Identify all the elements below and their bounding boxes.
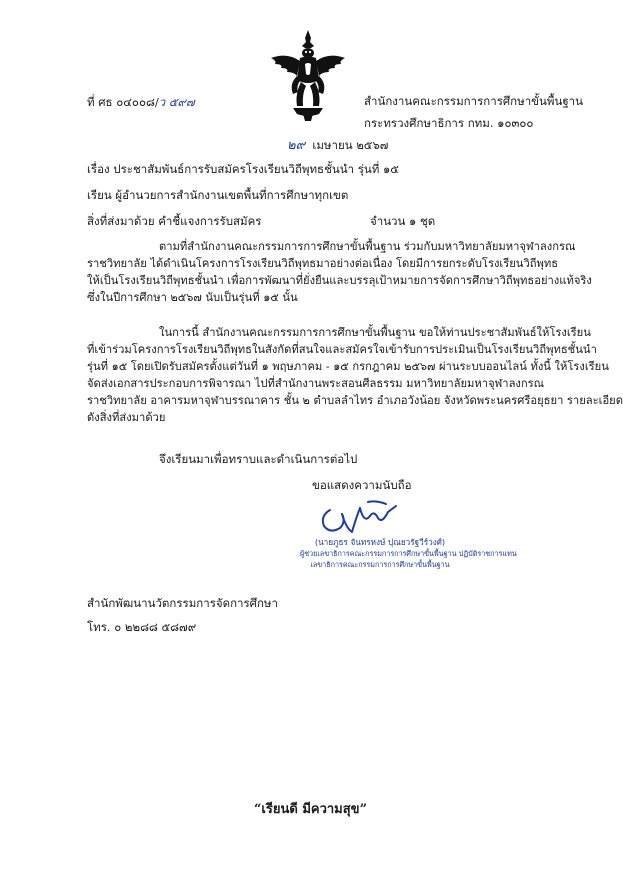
closing-paragraph: จึงเรียนมาเพื่อทราบและดำเนินการต่อไป [159, 452, 358, 466]
paragraph-line: ดังสิ่งที่ส่งมาด้วย [87, 411, 166, 424]
slogan: “เรียนดี มีความสุข” [253, 802, 368, 817]
document-number [87, 95, 195, 109]
signer-title-line-1: ผู้ช่วยเลขาธิการคณะกรรมการการศึกษาขั้นพื้นฐาน ปฏิบัติราชการแทน [300, 549, 517, 558]
date-month-year: เมษายน ๒๕๖๗ [312, 138, 389, 152]
agency-address: กระทรวงศึกษาธิการ กทม. ๑๐๓๐๐ [364, 116, 534, 130]
date-day-handwritten: ๒๙ [287, 138, 306, 153]
enclosure-label: สิ่งที่ส่งมาด้วย คำชี้แจงการรับสมัคร [87, 214, 262, 228]
office-phone: โทร. ๐ ๒๒๘๘ ๕๘๗๙ [87, 620, 197, 634]
document-number-label: ที่ ศธ ๐๔๐๐๘/ [87, 95, 159, 109]
closing-salutation: ขอแสดงความนับถือ [312, 478, 412, 492]
paragraph-line: ให้เป็นโรงเรียนวิถีพุทธชั้นนำ เพื่อการพัฒนาที่ยั่งยืนและบรรลุเป้าหมายการจัดการศึกษาวิถีพุทธอย่างแท้จริง [87, 274, 592, 287]
paragraph-line: ราชวิทยาลัย อาคารมหาจุฬาบรรณาคาร ชั้น ๒ ตำบลลำไทร อำเภอวังน้อย จังหวัดพระนครศรีอยุธยา รายละเอียด [87, 394, 623, 407]
body-paragraph-2 [87, 324, 623, 426]
garuda-emblem-icon [267, 28, 349, 122]
paragraph-line: ในการนี้ สำนักงานคณะกรรมการการศึกษาขั้นพื้นฐาน ขอให้ท่านประชาสัมพันธ์ให้โรงเรียน [159, 326, 591, 339]
document-date [287, 138, 388, 153]
body-paragraph-1 [87, 238, 592, 306]
enclosure-quantity: จำนวน ๑ ชุด [370, 214, 436, 228]
paragraph-line: รุ่นที่ ๑๕ โดยเปิดรับสมัครตั้งแต่วันที่ ๑ พฤษภาคม - ๑๕ กรกฎาคม ๒๕๖๗ ผ่านระบบออนไลน์ ทั้งนี้ ให้โรงเรียน [87, 360, 609, 373]
paragraph-line: ตามที่สำนักงานคณะกรรมการการศึกษาขั้นพื้นฐาน ร่วมกับมหาวิทยาลัยมหาจุฬาลงกรณ [159, 240, 576, 253]
agency-name: สำนักงานคณะกรรมการการศึกษาขั้นพื้นฐาน [364, 94, 583, 108]
signature-icon [316, 498, 406, 538]
subject-line: เรื่อง ประชาสัมพันธ์การรับสมัครโรงเรียนวิถีพุทธชั้นนำ รุ่นที่ ๑๕ [87, 162, 399, 176]
signer-block [300, 537, 517, 570]
signer-name: (นายภูธร จันทรหงษ์ ปุณยวรัฐวีร์วงศ์) [314, 537, 446, 547]
paragraph-line: จัดส่งเอกสารประกอบการพิจารณา ไปที่สำนักงานพระสอนศีลธรรม มหาวิทยาลัยมหาจุฬาลงกรณ [87, 377, 545, 390]
paragraph-line: ราชวิทยาลัย ได้ดำเนินโครงการโรงเรียนวิถีพุทธมาอย่างต่อเนื่อง โดยมีการยกระดับโรงเรียนวิถีพุทธ [87, 257, 559, 270]
paragraph-line: ที่เข้าร่วมโครงการโรงเรียนวิถีพุทธในสังกัดที่สนใจและสมัครใจเข้ารับการประเมินเป็นโรงเรียนวิถีพุทธชั้นนำ [87, 343, 597, 356]
signer-title-line-2: เลขาธิการคณะกรรมการการศึกษาขั้นพื้นฐาน [310, 560, 450, 569]
issuing-office: สำนักพัฒนานวัตกรรมการจัดการศึกษา [87, 596, 278, 610]
paragraph-line: ซึ่งในปีการศึกษา ๒๕๖๗ นับเป็นรุ่นที่ ๑๕ นั้น [87, 291, 298, 304]
document-number-handwritten: ว ๕๙๗ [158, 95, 195, 109]
recipient-line: เรียน ผู้อำนวยการสำนักงานเขตพื้นที่การศึกษาทุกเขต [87, 188, 349, 202]
